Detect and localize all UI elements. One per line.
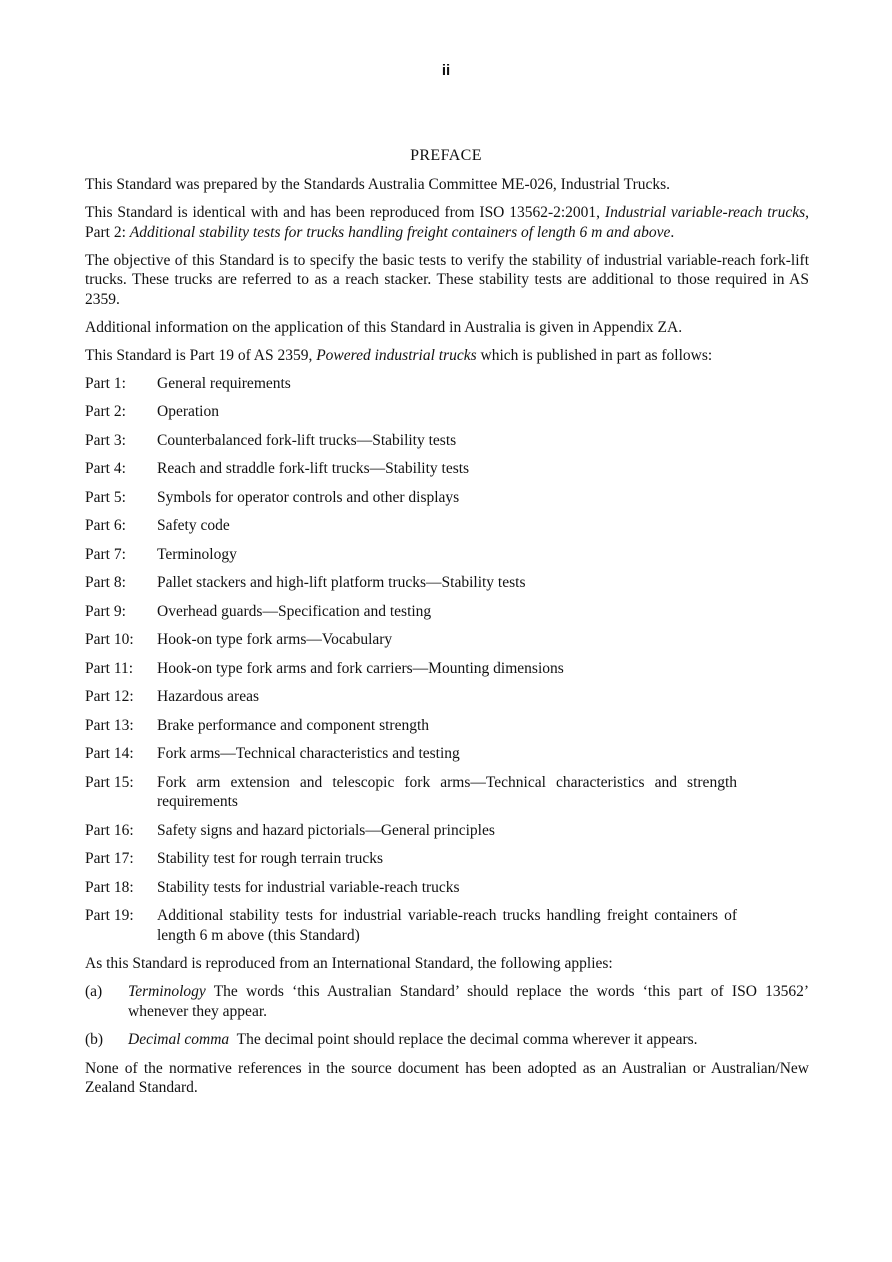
paragraph-applies: As this Standard is reproduced from an International Standard, the following applies: — [85, 955, 613, 972]
parts-list-item — [85, 659, 809, 679]
parts-list-item — [85, 516, 809, 536]
parts-list-item — [85, 821, 809, 841]
part-number: Part 19: — [85, 907, 134, 924]
parts-list-item — [85, 459, 809, 479]
parts-list-item — [85, 402, 809, 422]
parts-list-item — [85, 773, 809, 812]
paragraph-series-text-2: which is published in part as follows: — [476, 346, 713, 364]
note-item — [85, 1030, 809, 1050]
part-title: Overhead guards—Specification and testing — [157, 602, 432, 620]
parts-list-item — [85, 573, 809, 593]
part-title: Stability test for rough terrain trucks — [157, 850, 383, 867]
paragraph-normative-references: None of the normative references in the source document has been adopted as an Australian or Australian/New Zealand Standard. — [85, 1059, 809, 1096]
part-title: Pallet stackers and high-lift platform trucks—Stability tests — [157, 574, 526, 591]
part-number: Part 5: — [85, 488, 126, 506]
part-number: Part 10: — [85, 631, 134, 648]
parts-list-item — [85, 744, 809, 764]
part-title: Symbols for operator controls and other displays — [157, 488, 460, 506]
part-title: Hazardous areas — [157, 688, 259, 705]
part-title: Terminology — [157, 545, 237, 563]
part-number: Part 6: — [85, 517, 126, 534]
paragraph-committee: This Standard was prepared by the Standards Australia Committee ME-026, Industrial Trucks. — [85, 176, 671, 193]
part-number: Part 12: — [85, 688, 134, 705]
part-title: Hook-on type fork arms—Vocabulary — [157, 631, 393, 648]
note-term: Decimal comma — [128, 1031, 230, 1048]
paragraph-source-title-2: Additional stability tests for trucks handling freight containers of length 6 m and above — [129, 223, 671, 241]
note-label: (b) — [85, 1031, 104, 1048]
part-number: Part 11: — [85, 659, 134, 677]
part-number: Part 3: — [85, 431, 126, 449]
parts-list-item — [85, 488, 809, 508]
parts-list-item — [85, 716, 809, 736]
parts-list-item — [85, 431, 809, 451]
parts-list — [85, 374, 809, 946]
part-title: Reach and straddle fork-lift trucks—Stability tests — [157, 460, 470, 477]
part-title: Hook-on type fork arms and fork carriers—Mounting dimensions — [157, 659, 564, 677]
parts-list-item — [85, 602, 809, 622]
part-number: Part 4: — [85, 460, 126, 477]
parts-list-item — [85, 906, 809, 945]
part-number: Part 1: — [85, 374, 126, 392]
part-number: Part 15: — [85, 773, 134, 791]
note-body: The words ‘this Australian Standard’ should replace the words ‘this part of ISO 13562’ whenever they appear. — [128, 983, 809, 1020]
note-label: (a) — [85, 983, 103, 1000]
paragraph-series-title: Powered industrial trucks — [316, 346, 477, 364]
part-title: Operation — [157, 403, 219, 420]
preface-body — [85, 175, 809, 1106]
page-number: ii — [441, 62, 451, 79]
paragraph-source-title-1: Industrial variable-reach trucks — [604, 204, 806, 221]
part-title: Fork arms—Technical characteristics and testing — [157, 745, 460, 762]
part-title: Additional stability tests for industrial variable-reach trucks handling freight containers of length 6 m above (this Standard) — [157, 907, 737, 944]
paragraph-series — [85, 346, 809, 366]
parts-list-item — [85, 687, 809, 707]
paragraph-series-text-1: This Standard is Part 19 of AS 2359, — [85, 346, 317, 364]
part-number: Part 9: — [85, 602, 126, 620]
part-number: Part 14: — [85, 745, 134, 762]
parts-list-item — [85, 374, 809, 394]
part-number: Part 18: — [85, 878, 134, 896]
part-number: Part 13: — [85, 716, 134, 734]
paragraph-objective: The objective of this Standard is to specify the basic tests to verify the stability of industrial variable-reach fork-lift trucks. These trucks are referred to as a reach stacker. These stability tests are additional to those required in AS 2359. — [85, 251, 809, 308]
part-number: Part 7: — [85, 545, 126, 563]
parts-list-item — [85, 878, 809, 898]
part-number: Part 16: — [85, 821, 134, 839]
paragraph-additional-info: Additional information on the application of this Standard in Australia is given in Appendix ZA. — [85, 318, 683, 336]
part-title: Safety code — [157, 517, 230, 534]
part-title: Stability tests for industrial variable-reach trucks — [157, 878, 460, 896]
parts-list-item — [85, 545, 809, 565]
paragraph-source-text-3: . — [670, 223, 675, 241]
notes-list — [85, 982, 809, 1050]
part-title: General requirements — [157, 374, 291, 392]
part-number: Part 8: — [85, 574, 126, 591]
part-title: Fork arm extension and telescopic fork arms—Technical characteristics and strength requirements — [157, 773, 737, 810]
page-title: PREFACE — [410, 147, 482, 164]
note-item — [85, 982, 809, 1021]
parts-list-item — [85, 849, 809, 869]
note-body: The decimal point should replace the decimal comma wherever it appears. — [229, 1031, 698, 1048]
note-text — [128, 1030, 809, 1050]
paragraph-source-text-1: This Standard is identical with and has been reproduced from ISO 13562-2:2001, — [85, 204, 605, 221]
part-number: Part 2: — [85, 403, 126, 420]
parts-list-item — [85, 630, 809, 650]
part-title: Counterbalanced fork-lift trucks—Stability tests — [157, 431, 457, 449]
paragraph-source-text-2: , Part 2: — [85, 204, 810, 241]
part-number: Part 17: — [85, 850, 134, 867]
part-title: Safety signs and hazard pictorials—General principles — [157, 821, 495, 839]
part-title: Brake performance and component strength — [157, 716, 430, 734]
note-text — [128, 982, 809, 1021]
paragraph-source — [85, 203, 809, 242]
note-term: Terminology — [128, 983, 206, 1000]
